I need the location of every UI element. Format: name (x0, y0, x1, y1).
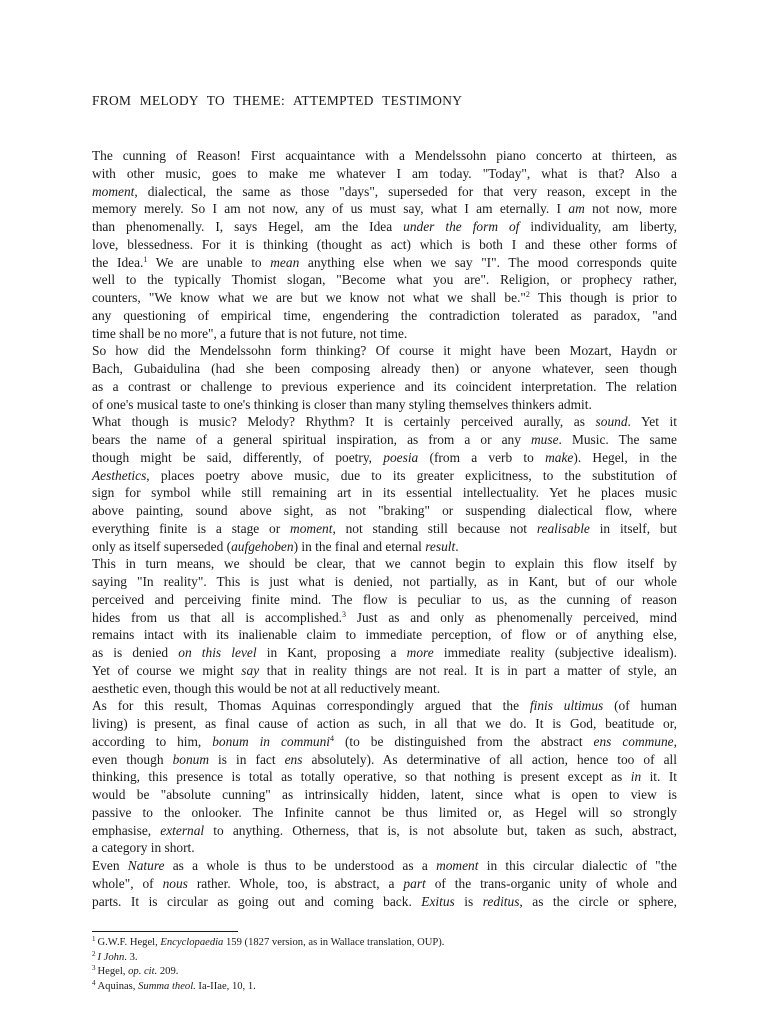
text-line (92, 342, 677, 360)
italic-text: moment (92, 183, 135, 199)
footnote-ref: 2 (525, 290, 530, 299)
text-run: . Yet it (627, 414, 677, 430)
text-line (92, 839, 677, 857)
italic-text: bonum (172, 751, 210, 767)
text-run: perceived and perceiving finite mind. The flow is peculiar to us, as the cunning of reason (92, 591, 677, 607)
text-line (92, 555, 677, 573)
text-run: time shall be no more", a future that is not future, not time. (92, 325, 408, 341)
text-line (92, 147, 677, 165)
text-line (92, 449, 677, 467)
italic-text: result (425, 538, 456, 554)
italic-text: part (403, 875, 426, 891)
italic-text: sound (595, 414, 628, 430)
footnote-separator (92, 931, 238, 932)
text-run: , as the circle or sphere, (519, 893, 677, 909)
italic-text: Aesthetics (92, 467, 147, 483)
text-run: Bach, Gubaidulina (had she been composing already then) or anyone whatever, seen though (92, 361, 677, 376)
footnote-ref: 4 (330, 733, 335, 743)
text-run: would be "absolute cunning" as intrinsically hidden, latent, since what is open to view is (92, 787, 677, 802)
text-run: As for this result, Thomas Aquinas correspondingly argued that the (92, 698, 530, 714)
text-run: according to him, (92, 733, 213, 749)
footnote (92, 965, 677, 980)
text-line (92, 609, 677, 627)
text-run: ) in the final and eternal (293, 538, 426, 554)
text-run: thinking, this presence is total as totally operative, so that nothing is present except as (92, 769, 631, 785)
footnote (92, 936, 677, 951)
italic-text: bonum in communi (212, 733, 331, 749)
text-run: anything else when we say "I". The mood corresponds quite (299, 254, 678, 270)
text-line (92, 751, 677, 769)
text-line (92, 218, 677, 236)
italic-text: Nature (127, 858, 165, 873)
text-run: What though is music? Melody? Rhythm? It is certainly perceived aurally, as (92, 414, 596, 430)
italic-text: Exitus (421, 893, 455, 909)
text-run: Just as and only as phenomenally perceived, mind (346, 609, 677, 625)
italic-text: say (241, 662, 260, 678)
text-line (92, 378, 677, 396)
footnotes (92, 936, 677, 994)
text-run: This though is prior to (529, 290, 677, 305)
italic-text: make (545, 449, 574, 465)
italic-text: op. cit. (128, 966, 158, 978)
text-line (92, 768, 677, 786)
text-run: 159 (1827 version, as in Wallace translation, OUP). (223, 937, 445, 948)
text-run: saying "In reality". This is just what is denied, not partially, as in Kant, but of our whole (92, 574, 677, 589)
italic-text: external (160, 822, 205, 838)
text-run: . Music. The same (558, 432, 677, 447)
text-line (92, 236, 677, 254)
text-run: it. It (641, 769, 677, 785)
text-line (92, 804, 677, 822)
text-run: that in reality things are not real. It is in part a matter of style, an (259, 662, 677, 678)
text-run: Yet of course we might (92, 662, 242, 678)
italic-text: under the form of (403, 219, 520, 234)
italic-text: aufgehoben (231, 538, 294, 554)
footnote-number: 4 (92, 978, 96, 987)
text-run: in this circular dialectic of "the (478, 858, 677, 873)
text-run: though might be said, differently, of poetry, (92, 449, 384, 465)
text-run: above painting, sound above sight, as not "braking" or suspending dialectical flow, where (92, 503, 677, 518)
italic-text: finis ultimus (529, 698, 604, 714)
text-line (92, 502, 677, 520)
text-run: as a whole is thus to be understood as a (164, 858, 437, 873)
footnote (92, 980, 677, 995)
text-line (92, 591, 677, 609)
page-title: FROM MELODY TO THEME: ATTEMPTED TESTIMONY (92, 93, 463, 108)
text-run: . (455, 538, 459, 554)
text-line (92, 360, 677, 378)
text-run: G.W.F. Hegel, (97, 937, 161, 948)
text-run: . 3. (124, 951, 138, 963)
text-run: is (454, 893, 483, 909)
text-line (92, 396, 677, 414)
text-run: the Idea. (92, 254, 144, 270)
text-run: any questioning of empirical time, engendering the contradiction tolerated as paradox, "and (92, 307, 677, 323)
text-line (92, 680, 677, 698)
text-run: (to be distinguished from the abstract (334, 733, 594, 749)
text-run: in itself, but (589, 520, 678, 536)
text-run: Ia-IIae, 10, 1. (195, 980, 256, 992)
text-run: 209. (157, 966, 179, 978)
text-run: sign for symbol while still remaining art in its essential intellectuality. Yet he places music (92, 485, 677, 501)
text-line (92, 715, 677, 733)
footnote-number: 2 (92, 949, 96, 958)
text-run: (of human (603, 698, 677, 714)
italic-text: on this level (178, 645, 257, 660)
text-run: absolutely). As determinative of all action, hence too of all (302, 751, 677, 767)
text-run: (from a verb to (418, 449, 546, 465)
text-run: The cunning of Reason! First acquaintance with a Mendelssohn piano concerto at thirteen, as (92, 148, 677, 163)
text-run: everything finite is a stage or (92, 520, 291, 536)
footnote-ref: 1 (143, 254, 148, 264)
text-run: even though (92, 751, 173, 767)
italic-text: reditus (482, 893, 520, 909)
text-run: Even (92, 858, 128, 873)
text-run: immediate reality (subjective idealism). (433, 645, 677, 660)
italic-text: realisable (536, 520, 590, 536)
text-run: memory merely. So I am not now, any of us must say, what I am eternally. I (92, 201, 569, 217)
text-run: love, blessedness. For it is thinking (thought as act) which is both I and these other forms of (92, 236, 677, 252)
text-line (92, 484, 677, 502)
text-run: remains intact with its inalienable claim to immediate perception, of flow or of anything else, (92, 627, 677, 643)
italic-text: more (406, 645, 434, 660)
text-line (92, 467, 677, 485)
footnote (92, 951, 677, 966)
italic-text: mean (270, 254, 300, 270)
text-run: hides from us that all is accomplished. (92, 609, 343, 625)
text-line (92, 875, 677, 893)
text-line (92, 786, 677, 804)
text-run: counters, "We know what we are but we know not what we shall be." (92, 290, 526, 305)
text-run: as is denied (92, 645, 179, 660)
text-run: , not standing still because not (332, 520, 537, 536)
text-run: a category in short. (92, 840, 195, 856)
text-line (92, 520, 677, 538)
italic-text: moment (290, 520, 333, 536)
text-line (92, 254, 677, 272)
text-run: individuality, am liberty, (519, 219, 678, 234)
text-run: living) is present, as final cause of action as such, in all that we do. It is God, beatitude or, (92, 716, 677, 731)
text-run: , places poetry above music, due to its greater explicitness, to the substitution of (146, 467, 677, 483)
text-run: , dialectical, the same as those "days", superseded for that very reason, except in the (134, 183, 677, 199)
italic-text: muse (531, 432, 559, 447)
italic-text: Encyclopaedia (160, 937, 224, 948)
text-line (92, 644, 677, 662)
text-run: is in fact (209, 751, 285, 767)
text-run: not now, more (584, 201, 677, 217)
text-run: whole", of (92, 875, 163, 891)
body-text (92, 147, 677, 910)
text-run: as a contrast or challenge to previous experience and its coincident interpretation. The relation (92, 378, 677, 394)
text-run: We are unable to (147, 254, 271, 270)
text-run: of the trans-organic unity of whole and (425, 875, 677, 891)
italic-text: am (568, 201, 585, 217)
text-line (92, 289, 677, 307)
text-line (92, 626, 677, 644)
text-line (92, 538, 677, 556)
italic-text: in (630, 769, 642, 785)
text-line (92, 893, 677, 911)
italic-text: I John (97, 951, 125, 963)
text-line (92, 165, 677, 183)
text-run: emphasise, (92, 822, 161, 838)
text-run: passive to the onlooker. The Infinite cannot be thus limited or, as Hegel will so strongly (92, 804, 677, 820)
text-line (92, 271, 677, 289)
italic-text: nous (162, 875, 188, 891)
text-run: rather. Whole, too, is abstract, a (187, 875, 404, 891)
text-run: to anything. Otherness, that is, is not absolute but, taken as such, abstract, (204, 822, 677, 838)
text-run: So how did the Mendelssohn form thinking? Of course it might have been Mozart, Haydn or (92, 343, 677, 359)
text-run: with other music, goes to make me whatever I am today. "Today", what is that? Also a (92, 165, 677, 181)
italic-text: ens (284, 751, 303, 767)
italic-text: ens commune (593, 733, 674, 749)
text-run: in Kant, proposing a (256, 645, 407, 660)
italic-text: Summa theol. (138, 980, 196, 992)
text-run: ). Hegel, in the (573, 449, 677, 465)
text-run: well to the typically Thomist slogan, "Become what you are". Religion, or prophecy rather, (92, 272, 677, 288)
text-run: of one's musical taste to one's thinking is closer than many styling themselves thinkers admit. (92, 396, 592, 412)
text-run: aesthetic even, though this would be not at all reductively meant. (92, 680, 441, 696)
text-run: Hegel, (97, 966, 129, 978)
italic-text: poesia (383, 449, 419, 465)
text-line (92, 822, 677, 840)
text-run: bears the name of a general spiritual inspiration, as from a or any (92, 432, 532, 447)
text-line (92, 431, 677, 449)
text-line (92, 857, 677, 875)
footnote-ref: 3 (342, 609, 347, 619)
text-run: only as itself superseded ( (92, 538, 232, 554)
text-run: Aquinas, (97, 980, 139, 992)
text-line (92, 662, 677, 680)
text-run: , (673, 733, 677, 749)
text-line (92, 183, 677, 201)
text-line (92, 200, 677, 218)
italic-text: moment (436, 858, 479, 873)
text-line (92, 413, 677, 431)
text-line (92, 325, 677, 343)
text-line (92, 697, 677, 715)
text-run: parts. It is circular as going out and coming back. (92, 893, 422, 909)
text-line (92, 733, 677, 751)
text-run: This in turn means, we should be clear, that we cannot begin to explain this flow itself by (92, 556, 677, 572)
text-line (92, 573, 677, 591)
footnote-number: 1 (92, 935, 96, 943)
footnote-number: 3 (92, 964, 96, 973)
text-line (92, 307, 677, 325)
text-run: than phenomenally. I, says Hegel, am the Idea (92, 219, 404, 234)
